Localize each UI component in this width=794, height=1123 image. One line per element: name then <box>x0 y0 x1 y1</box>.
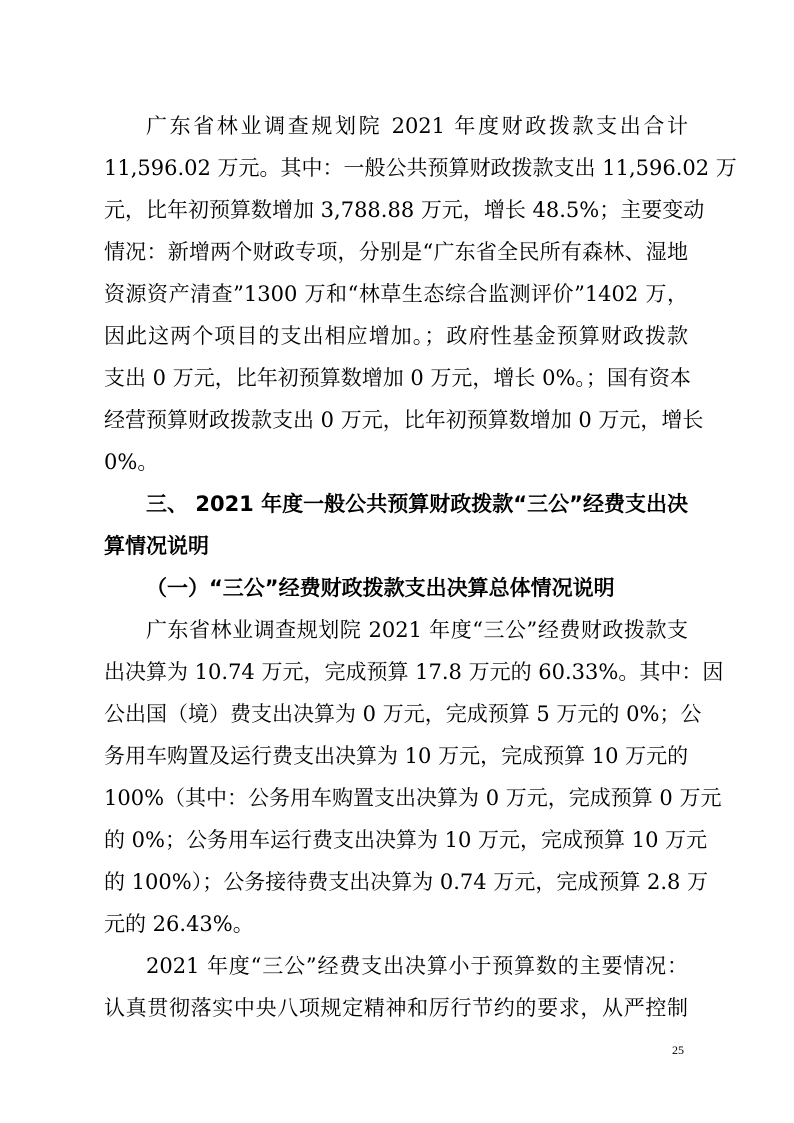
paragraph-line: 元，比年初预算数增加 3,788.88 万元，增长 48.5%；主要变动 <box>104 198 705 222</box>
paragraph-line: 11,596.02 万元。其中：一般公共预算财政拨款支出 11,596.02 万 <box>104 156 737 180</box>
paragraph-line: 情况：新增两个财政专项，分别是“广东省全民所有森林、湿地 <box>104 240 688 264</box>
paragraph-line: 2021 年度“三公”经费支出决算小于预算数的主要情况： <box>146 954 688 978</box>
paragraph-line: 公出国（境）费支出决算为 0 万元，完成预算 5 万元的 0%；公 <box>104 702 702 726</box>
paragraph-line: 因此这两个项目的支出相应增加。；政府性基金预算财政拨款 <box>104 324 688 348</box>
paragraph-line: 100%（其中：公务用车购置支出决算为 0 万元，完成预算 0 万元 <box>104 786 722 810</box>
paragraph-line: 广东省林业调查规划院 2021 年度财政拨款支出合计 <box>146 114 688 138</box>
paragraph-line: 务用车购置及运行费支出决算为 10 万元，完成预算 10 万元的 <box>104 744 689 768</box>
paragraph-line: 经营预算财政拨款支出 0 万元，比年初预算数增加 0 万元，增长 <box>104 408 704 432</box>
paragraph-line: 的 0%；公务用车运行费支出决算为 10 万元，完成预算 10 万元 <box>104 828 708 852</box>
subsection-heading: （一）“三公”经费财政拨款支出决算总体情况说明 <box>146 576 615 600</box>
paragraph-line: 出决算为 10.74 万元，完成预算 17.8 万元的 60.33%。其中：因 <box>104 660 724 684</box>
section-heading: 三、 2021 年度一般公共预算财政拨款“三公”经费支出决 <box>146 492 688 516</box>
paragraph-line: 广东省林业调查规划院 2021 年度“三公”经费财政拨款支 <box>146 618 688 642</box>
paragraph-line: 支出 0 万元，比年初预算数增加 0 万元，增长 0%。；国有资本 <box>104 366 691 390</box>
paragraph-line: 资源资产清查”1300 万和“林草生态综合监测评价”1402 万， <box>104 282 688 306</box>
section-heading: 算情况说明 <box>104 534 209 558</box>
paragraph-line: 0%。 <box>104 450 159 474</box>
page-number: 25 <box>672 1043 684 1057</box>
paragraph-line: 认真贯彻落实中央八项规定精神和厉行节约的要求，从严控制 <box>104 996 688 1020</box>
paragraph-line: 元的 26.43%。 <box>104 912 254 936</box>
paragraph-line: 的 100%）；公务接待费支出决算为 0.74 万元，完成预算 2.8 万 <box>104 870 709 894</box>
